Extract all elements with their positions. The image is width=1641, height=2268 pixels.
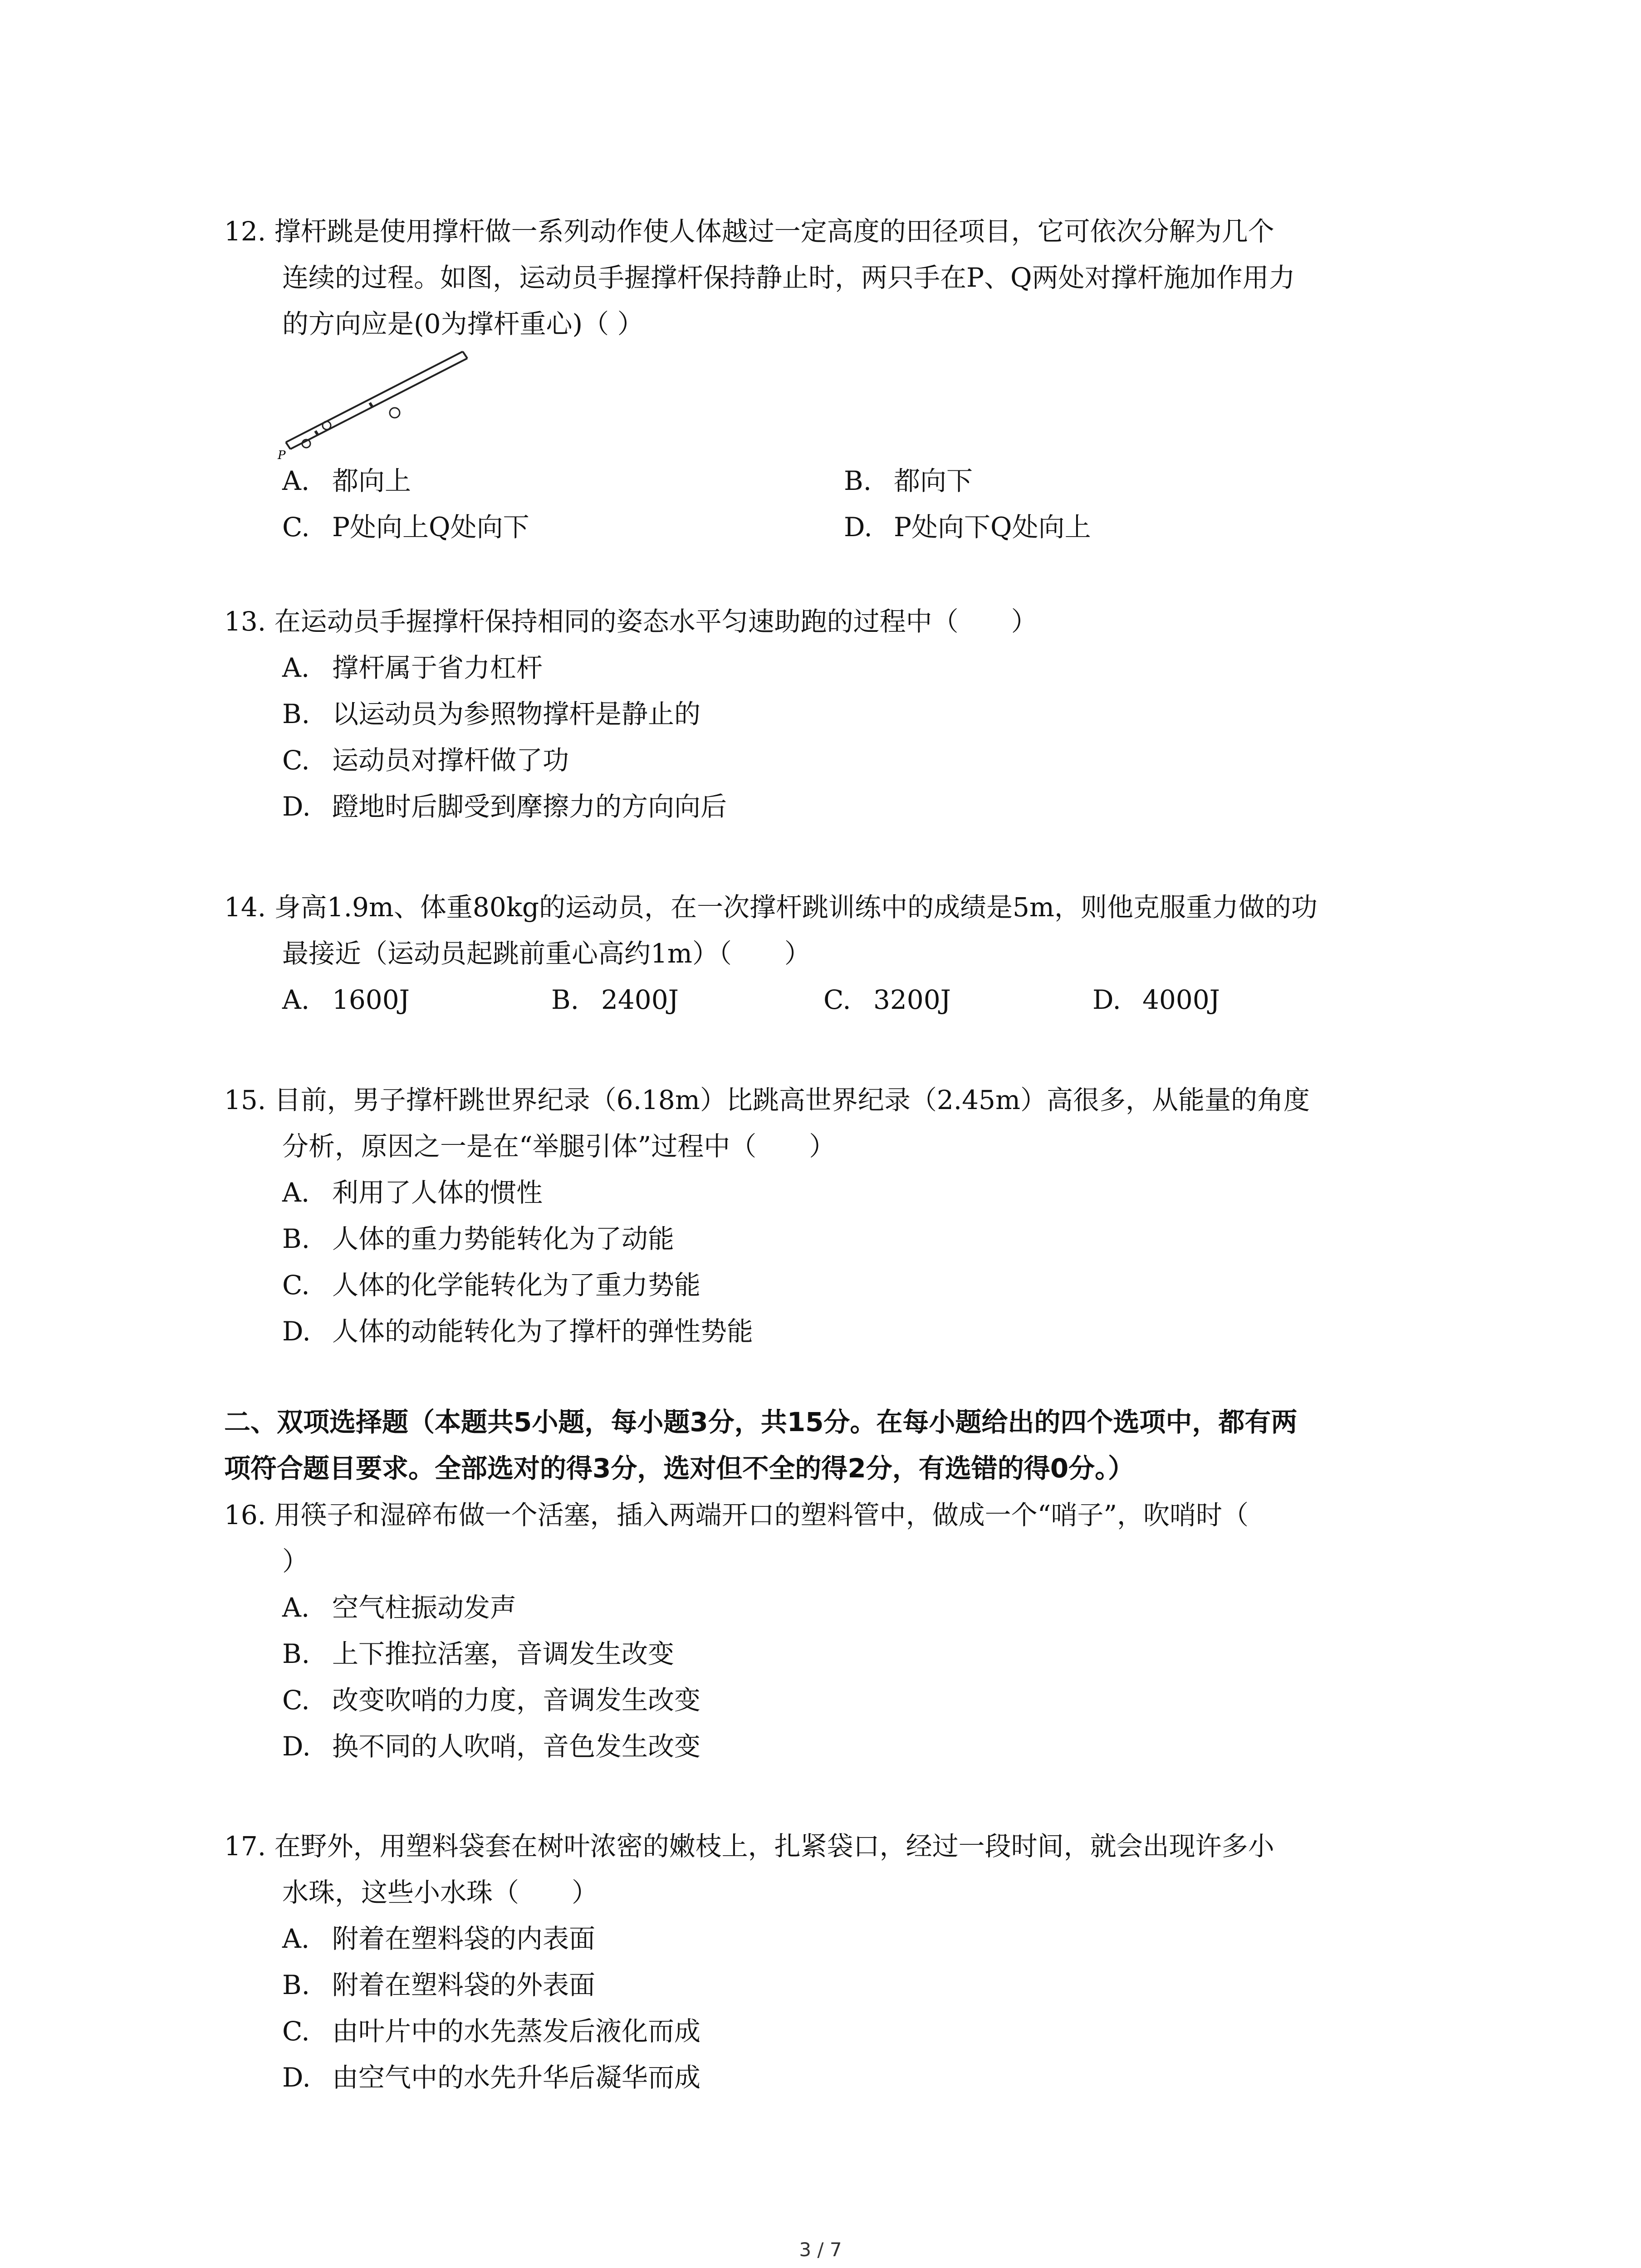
section-2-heading-line-1: 二、双项选择题（本题共5小题，每小题3分，共15分。在每小题给出的四个选项中，都有两 [224,1407,1298,1437]
pole-start-cap [286,442,290,449]
pole-vault-pole-figure [272,345,526,463]
point-q-marker [323,421,331,430]
pole-line-outer [286,352,463,442]
question-14-option-a: A. 1600J [282,984,410,1015]
question-14-option-c: C. 3200J [823,984,951,1015]
question-17-line-1: 17. 在野外，用塑料袋套在树叶浓密的嫩枝上，扎紧袋口，经过一段时间，就会出现许多小 [224,1831,1274,1862]
question-14-option-d: D. 4000J [1092,984,1220,1015]
question-16-option-d: D. 换不同的人吹哨，音色发生改变 [282,1731,701,1762]
question-15-line-1: 15. 目前，男子撑杆跳世界纪录（6.18m）比跳高世界纪录（2.45m）高很多，从能量的角度 [224,1085,1310,1115]
question-15-option-b: B. 人体的重力势能转化为了动能 [282,1223,675,1254]
question-12-option-a: A. 都向上 [282,465,411,496]
question-12-option-c: C. P处向上Q处向下 [282,512,529,543]
hand-mark-q [370,403,372,406]
question-13-option-a: A. 撑杆属于省力杠杆 [282,652,543,683]
question-13-option-d: D. 蹬地时后脚受到摩擦力的方向向后 [282,791,727,822]
question-12-option-b: B. 都向下 [844,465,973,496]
question-12-line-2: 连续的过程。如图，运动员手握撑杆保持静止时，两只手在P、Q两处对撑杆施加作用力 [282,262,1295,293]
question-13-option-c: C. 运动员对撑杆做了功 [282,745,569,776]
question-16-line-2: ） [282,1546,309,1577]
pole-end-cap [463,352,467,358]
question-17-option-d: D. 由空气中的水先升华后凝华而成 [282,2062,701,2093]
question-14-line-1: 14. 身高1.9m、体重80kg的运动员，在一次撑杆跳训练中的成绩是5m，则他克服重力做的功 [224,892,1318,923]
question-14-option-b: B. 2400J [551,984,679,1015]
question-15-option-c: C. 人体的化学能转化为了重力势能 [282,1270,701,1300]
question-17-line-2: 水珠，这些小水珠（ ） [282,1877,598,1908]
page-number: 3 / 7 [799,2239,842,2261]
hand-mark-p [315,431,318,435]
question-13-option-b: B. 以运动员为参照物撑杆是静止的 [282,699,701,729]
question-12-line-3: 的方向应是(0为撑杆重心)（ ） [282,308,644,339]
question-16-option-b: B. 上下推拉活塞，音调发生改变 [282,1638,675,1669]
question-16-line-1: 16. 用筷子和湿碎布做一个活塞，插入两端开口的塑料管中，做成一个“哨子”，吹哨时（ [224,1500,1249,1530]
question-17-option-b: B. 附着在塑料袋的外表面 [282,1970,596,2000]
question-12-option-d: D. P处向下Q处向上 [844,512,1091,543]
question-14-line-2: 最接近（运动员起跳前重心高约1m）（ ） [282,938,811,969]
question-15-option-a: A. 利用了人体的惯性 [282,1177,543,1208]
question-15-option-d: D. 人体的动能转化为了撑杆的弹性势能 [282,1316,754,1347]
question-17-option-c: C. 由叶片中的水先蒸发后液化而成 [282,2016,701,2047]
question-16-option-c: C. 改变吹哨的力度，音调发生改变 [282,1685,701,1716]
pole-line-inner [290,358,467,449]
label-p: P [278,449,286,462]
question-12-line-1: 12. 撑杆跳是使用撑杆做一系列动作使人体越过一定高度的田径项目，它可依次分解为几个 [224,216,1274,247]
question-13-line-1: 13. 在运动员手握撑杆保持相同的姿态水平匀速助跑的过程中（ ） [224,606,1038,637]
section-2-heading-line-2: 项符合题目要求。全部选对的得3分，选对但不全的得2分，有选错的得0分。） [224,1453,1135,1484]
center-of-gravity-mark [390,408,400,418]
question-16-option-a: A. 空气柱振动发声 [282,1592,517,1623]
question-15-line-2: 分析，原因之一是在“举腿引体”过程中（ ） [282,1131,836,1162]
question-17-option-a: A. 附着在塑料袋的内表面 [282,1923,596,1954]
